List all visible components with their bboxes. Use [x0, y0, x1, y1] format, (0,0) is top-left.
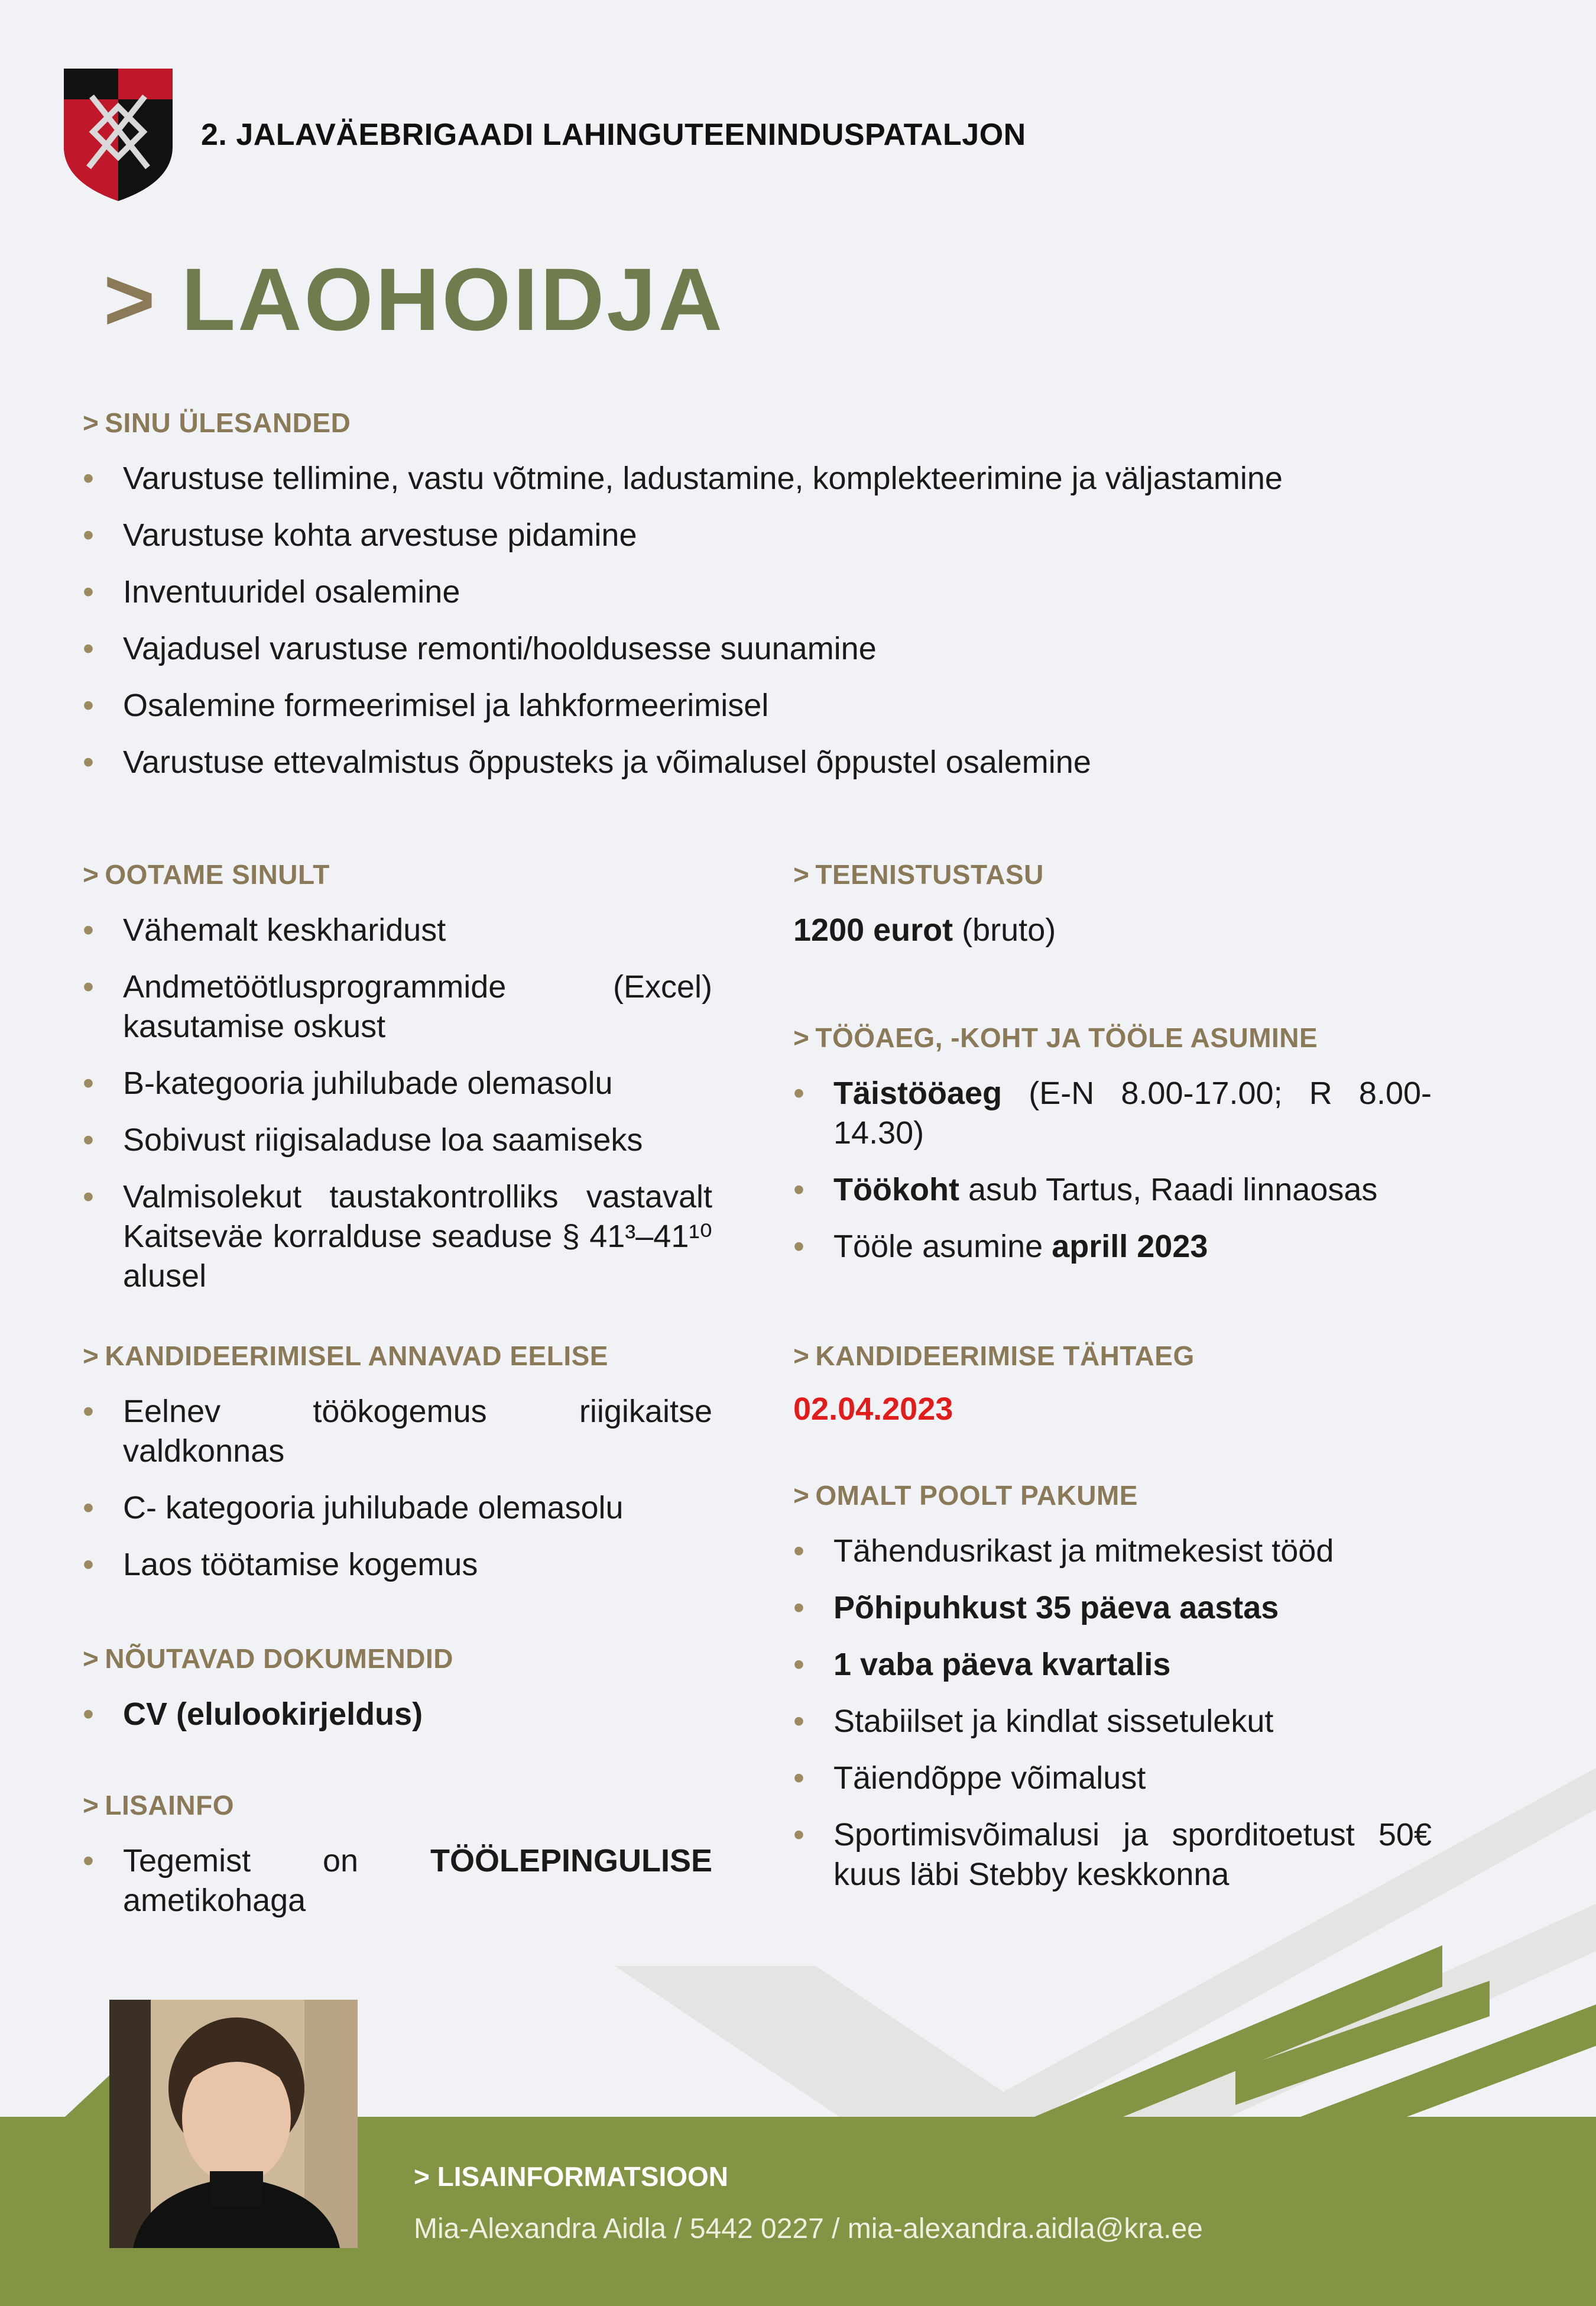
section-heading-documents: > NÕUTAVAD DOKUMENDID: [83, 1643, 453, 1674]
list-item: • Vähemalt keskharidust: [83, 911, 712, 950]
list-item: • Inventuuridel osalemine: [83, 572, 1501, 612]
list-item: • Andmetöötlusprogrammide (Excel) kasutamise oskust: [83, 967, 712, 1047]
worktime-list: [793, 1074, 1432, 1284]
list-item: • Täiendõppe võimalust: [793, 1758, 1432, 1798]
section-heading-deadline: > KANDIDEERIMISE TÄHTAEG: [793, 1340, 1195, 1371]
offer-list: [793, 1531, 1432, 1912]
list-item: • CV (elulookirjeldus): [83, 1695, 712, 1734]
title-arrow: >: [103, 250, 158, 349]
list-item: • Valmisolekut taustakontrolliks vastavalt Kaitseväe korralduse seaduse § 41³–41¹⁰ alusel: [83, 1177, 712, 1296]
list-item: • Põhipuhkust 35 päeva aastas: [793, 1588, 1432, 1628]
page-title: [103, 248, 725, 351]
pay-value: [793, 911, 1056, 950]
list-item: • 1 vaba päeva kvartalis: [793, 1645, 1432, 1685]
section-heading-pay: > TEENISTUSTASU: [793, 859, 1044, 890]
advantage-list: [83, 1392, 712, 1602]
list-item: • Varustuse kohta arvestuse pidamine: [83, 516, 1501, 555]
list-item: • Tegemist on TÖÖLEPINGULISE ametikohaga: [83, 1841, 712, 1920]
section-heading-worktime: > TÖÖAEG, -KOHT JA TÖÖLE ASUMINE: [793, 1022, 1318, 1053]
section-heading-info: > LISAINFO: [83, 1790, 235, 1821]
list-item: • C- kategooria juhilubade olemasolu: [83, 1488, 712, 1528]
list-item: • Tähendusrikast ja mitmekesist tööd: [793, 1531, 1432, 1571]
section-heading-expect: > OOTAME SINULT: [83, 859, 330, 890]
section-heading-tasks: > SINU ÜLESANDED: [83, 407, 351, 438]
list-item-start: • Tööle asumine aprill 2023: [793, 1227, 1432, 1267]
pay-amount: 1200 eurot: [793, 912, 953, 948]
info-list: [83, 1841, 712, 1938]
list-item: • Osalemine formeerimisel ja lahkformeerimisel: [83, 686, 1501, 726]
section-heading-advantage: > KANDIDEERIMISEL ANNAVAD EELISE: [83, 1340, 608, 1371]
list-item: • Vajadusel varustuse remonti/hooldusesse suunamine: [83, 629, 1501, 669]
contact-photo: [109, 2000, 358, 2248]
list-item-workplace: • Töökoht asub Tartus, Raadi linnaosas: [793, 1170, 1432, 1210]
documents-list: [83, 1695, 712, 1751]
section-heading-offer: > OMALT POOLT PAKUME: [793, 1480, 1138, 1511]
contact-heading: > LISAINFORMATSIOON: [414, 2161, 728, 2192]
list-item: • B-kategooria juhilubade olemasolu: [83, 1064, 712, 1103]
list-item: • Sportimisvõimalusi ja sporditoetust 50€ kuus läbi Stebby keskkonna: [793, 1815, 1432, 1894]
list-item-worktime: • Täistööaeg (E-N 8.00-17.00; R 8.00-14.30): [793, 1074, 1432, 1153]
list-item: • Eelnev töökogemus riigikaitse valdkonnas: [83, 1392, 712, 1471]
list-item: • Sobivust riigisaladuse loa saamiseks: [83, 1120, 712, 1160]
list-item: • Varustuse ettevalmistus õppusteks ja võimalusel õppustel osalemine: [83, 743, 1501, 782]
pay-note: (bruto): [962, 912, 1056, 948]
job-title: LAOHOIDJA: [181, 250, 725, 349]
list-item: • Laos töötamise kogemus: [83, 1545, 712, 1585]
tasks-list: [83, 459, 1501, 799]
deadline-date: 02.04.2023: [793, 1391, 953, 1427]
expect-list: [83, 911, 712, 1313]
brigade-shield-icon: [59, 64, 177, 206]
contact-details: Mia-Alexandra Aidla / 5442 0227 / mia-alexandra.aidla@kra.ee: [414, 2213, 1203, 2245]
organization-name: 2. JALAVÄEBRIGAADI LAHINGUTEENINDUSPATALJON: [201, 118, 1026, 152]
list-item: • Varustuse tellimine, vastu võtmine, ladustamine, komplekteerimine ja väljastamine: [83, 459, 1501, 498]
list-item: • Stabiilset ja kindlat sissetulekut: [793, 1702, 1432, 1741]
